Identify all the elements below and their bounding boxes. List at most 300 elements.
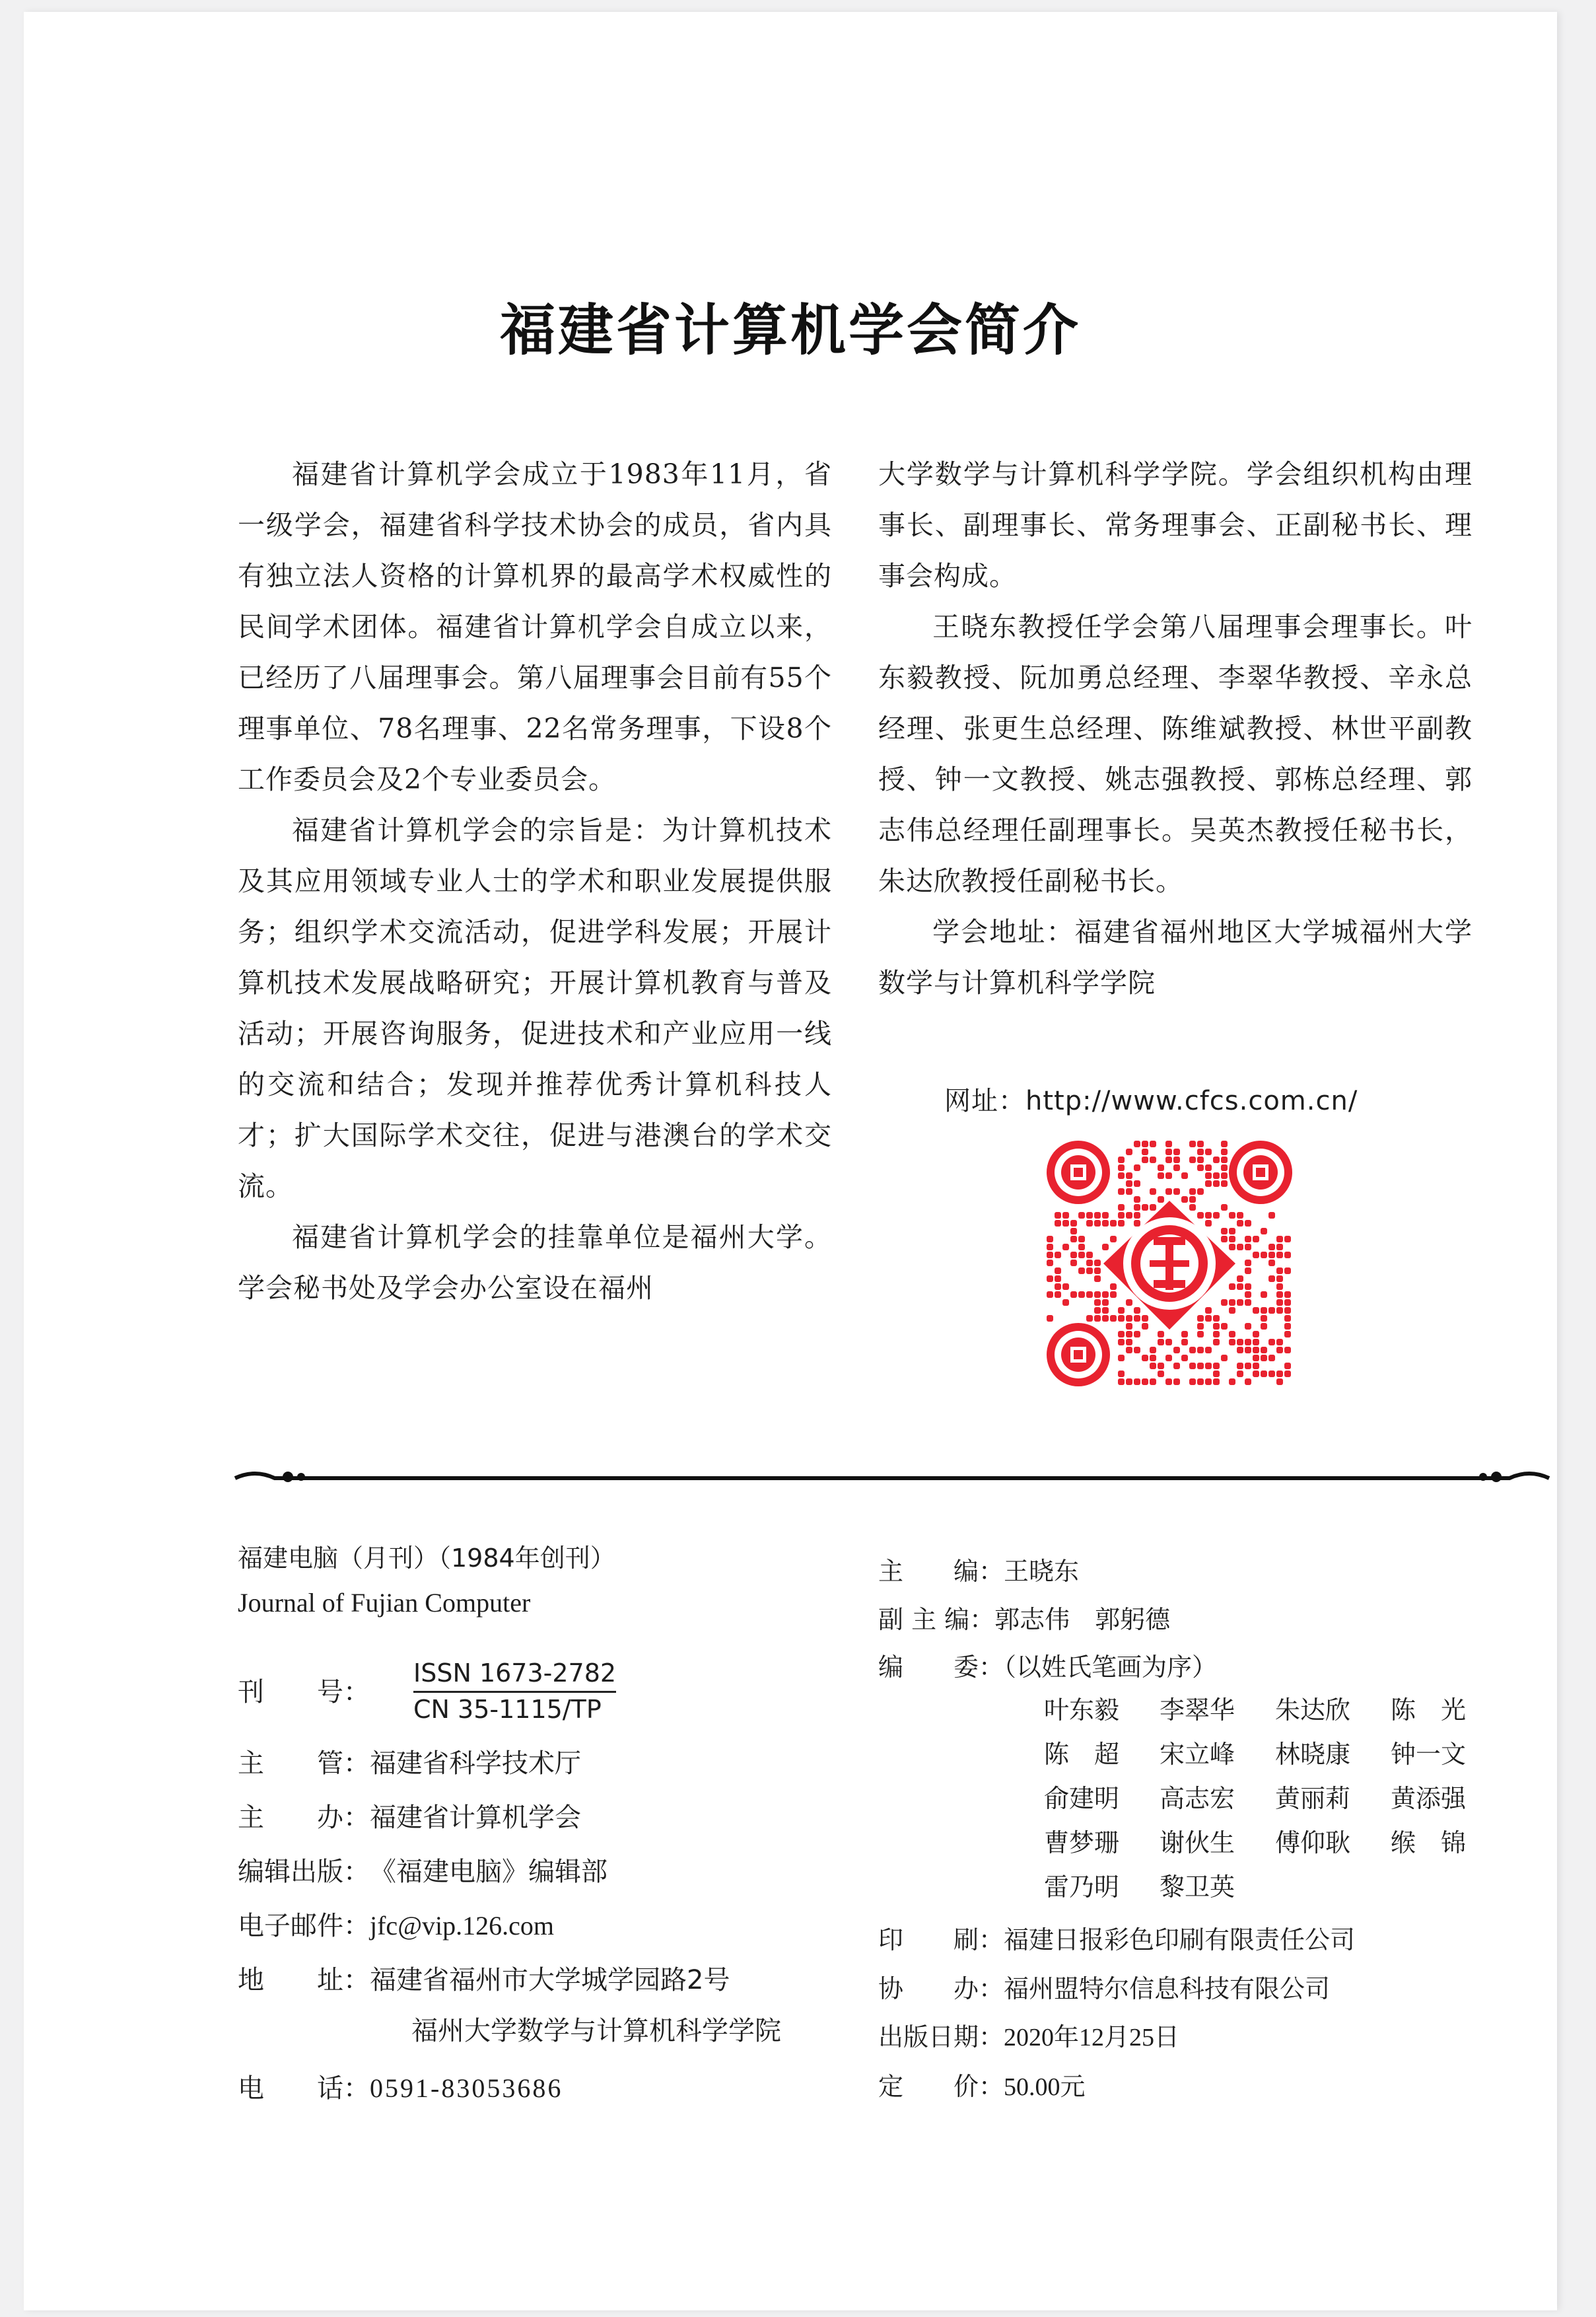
qr-module (1094, 1275, 1101, 1282)
qr-module (1173, 1363, 1180, 1369)
qr-module (1189, 1204, 1196, 1211)
qr-module (1205, 1363, 1212, 1369)
qr-module (1134, 1307, 1140, 1314)
chief-editor-row (878, 1551, 1079, 1587)
qr-module (1229, 1378, 1235, 1385)
qr-module (1197, 1363, 1204, 1369)
right-column (878, 449, 1473, 1009)
qr-module (1229, 1299, 1235, 1306)
qr-module (1134, 1164, 1140, 1171)
date-label: 出版日期： (878, 2022, 1004, 2051)
qr-module (1237, 1299, 1243, 1306)
qr-module (1276, 1378, 1283, 1385)
committee-member: 陈 超 (1044, 1740, 1120, 1769)
qr-module (1118, 1355, 1125, 1361)
qr-module (1181, 1331, 1188, 1337)
qr-module (1205, 1347, 1212, 1353)
qr-module (1276, 1307, 1283, 1314)
qr-module (1126, 1339, 1132, 1345)
qr-module (1126, 1315, 1132, 1322)
qr-module (1276, 1347, 1283, 1353)
qr-module (1245, 1323, 1251, 1330)
committee-member: 谢伙生 (1160, 1828, 1235, 1857)
qr-module (1134, 1347, 1140, 1353)
qr-module (1055, 1283, 1061, 1290)
qr-module (1055, 1267, 1061, 1274)
qr-module (1221, 1172, 1228, 1179)
qr-module (1110, 1236, 1117, 1242)
qr-module (1197, 1188, 1204, 1195)
committee-member: 缑 锦 (1391, 1828, 1467, 1857)
committee-line-5 (1044, 1867, 1275, 1903)
qr-module (1245, 1236, 1251, 1242)
qr-module (1158, 1371, 1164, 1377)
qr-module (1118, 1371, 1125, 1377)
qr-module (1268, 1355, 1275, 1361)
qr-module (1118, 1172, 1125, 1179)
qr-module (1110, 1283, 1117, 1290)
qr-module (1134, 1331, 1140, 1337)
qr-module (1205, 1149, 1212, 1155)
qr-module (1094, 1291, 1101, 1298)
qr-module (1221, 1323, 1228, 1330)
price-value: 50.00元 (1004, 2073, 1086, 2101)
printer-label: 印 刷： (878, 1925, 1004, 1954)
committee-member: 宋立峰 (1160, 1740, 1235, 1769)
phone-label: 电 话： (238, 2073, 370, 2104)
qr-module (1245, 1267, 1251, 1274)
committee-member: 叶东毅 (1044, 1695, 1120, 1725)
qr-module (1158, 1331, 1164, 1337)
sponsor-value: 福建省计算机学会 (370, 1802, 581, 1833)
committee-note: （以姓氏笔画为序） (1004, 1653, 1218, 1682)
chief-editor-value: 王晓东 (1004, 1557, 1080, 1586)
issn-number: ISSN 1673-2782 (413, 1657, 616, 1693)
qr-module (1134, 1212, 1140, 1219)
printer-value: 福建日报彩色印刷有限责任公司 (1004, 1925, 1356, 1954)
qr-module (1189, 1188, 1196, 1195)
qr-module (1150, 1188, 1156, 1195)
qr-module (1245, 1363, 1251, 1369)
qr-module (1142, 1315, 1148, 1322)
qr-module (1268, 1212, 1275, 1219)
qr-module (1094, 1260, 1101, 1266)
qr-module (1284, 1236, 1291, 1242)
issn-label: 刊 号： (238, 1677, 370, 1707)
qr-module (1253, 1236, 1259, 1242)
qr-module (1213, 1212, 1220, 1219)
sponsor-label: 主 办： (238, 1802, 370, 1833)
qr-module (1197, 1141, 1204, 1147)
qr-module (1047, 1236, 1053, 1242)
qr-module (1102, 1291, 1109, 1298)
paragraph-founding: 福建省计算机学会成立于1983年11月，省一级学会，福建省科学技术协会的成员，省内具有独立法人资格的计算机界的最高学术权威性的民间学术团体。福建省计算机学会自成立以来，已经历了八届理事会。第八届理事会目前有55个理事单位、78名理事、22名常务理事，下设8个工作委员会及2个专业委员会。 (238, 458, 832, 795)
qr-module (1062, 1299, 1069, 1306)
qr-module (1126, 1188, 1132, 1195)
qr-module (1142, 1149, 1148, 1155)
qr-module (1134, 1196, 1140, 1203)
qr-module (1173, 1378, 1180, 1385)
page-title: 福建省计算机学会简介 (499, 297, 1081, 363)
qr-module (1086, 1291, 1093, 1298)
qr-module (1261, 1371, 1267, 1377)
committee-line-2 (1044, 1734, 1506, 1770)
qr-module (1134, 1220, 1140, 1227)
qr-module (1150, 1204, 1156, 1211)
sponsor-row (238, 1797, 581, 1834)
qr-module (1062, 1244, 1069, 1250)
qr-module (1229, 1339, 1235, 1345)
qr-module (1165, 1355, 1172, 1361)
qr-module (1134, 1315, 1140, 1322)
deputy-editor-label: 副 主 编： (878, 1605, 995, 1634)
committee-member: 傅仰耿 (1275, 1828, 1351, 1857)
qr-module (1086, 1315, 1093, 1322)
qr-module (1078, 1236, 1085, 1242)
qr-module (1237, 1220, 1243, 1227)
qr-module (1261, 1291, 1267, 1298)
qr-module (1126, 1212, 1132, 1219)
qr-module (1126, 1331, 1132, 1337)
qr-module (1086, 1212, 1093, 1219)
qr-module (1221, 1204, 1228, 1211)
committee-row (878, 1647, 1217, 1683)
assist-label: 协 办： (878, 1974, 1004, 2003)
qr-module (1221, 1157, 1228, 1163)
qr-module (1284, 1307, 1291, 1314)
email-row (238, 1905, 554, 1943)
qr-module (1284, 1323, 1291, 1330)
deputy-editor-value: 郭志伟 郭躬德 (994, 1605, 1171, 1634)
qr-module (1284, 1371, 1291, 1377)
paragraph-affiliation: 福建省计算机学会的挂靠单位是福州大学。学会秘书处及学会办公室设在福州 (238, 1221, 832, 1304)
qr-module (1213, 1323, 1220, 1330)
qr-module (1237, 1275, 1243, 1282)
qr-module (1245, 1339, 1251, 1345)
qr-module (1173, 1347, 1180, 1353)
publisher-label: 编辑出版： (238, 1857, 370, 1887)
qr-module (1268, 1252, 1275, 1258)
qr-module (1118, 1315, 1125, 1322)
qr-module (1070, 1228, 1077, 1234)
qr-module (1134, 1180, 1140, 1187)
qr-module (1197, 1347, 1204, 1353)
qr-module (1213, 1371, 1220, 1377)
qr-module (1173, 1149, 1180, 1155)
qr-module (1221, 1228, 1228, 1234)
left-column (238, 449, 832, 1314)
qr-module (1094, 1315, 1101, 1322)
address-row (238, 1959, 730, 1997)
qr-module (1118, 1164, 1125, 1171)
qr-module (1205, 1212, 1212, 1219)
qr-module (1245, 1378, 1251, 1385)
qr-module (1142, 1378, 1148, 1385)
paragraph-leadership: 王晓东教授任学会第八届理事会理事长。叶东毅教授、阮加勇总经理、李翠华教授、辛永总经理、张更生总经理、陈维斌教授、林世平副教授、钟一文教授、姚志强教授、郭栋总经理、郭志伟总经理任副理事长。吴英杰教授任秘书长，朱达欣教授任副秘书长。 (878, 611, 1473, 897)
qr-module (1276, 1236, 1283, 1242)
email-value[interactable]: jfc@vip.126.com (370, 1911, 555, 1941)
assist-row (878, 1968, 1330, 2005)
qr-module (1189, 1378, 1196, 1385)
qr-module (1237, 1244, 1243, 1250)
qr-module (1102, 1244, 1109, 1250)
assist-value: 福州盟特尔信息科技有限公司 (1004, 1974, 1331, 2003)
qr-module (1126, 1323, 1132, 1330)
qr-module (1134, 1141, 1140, 1147)
committee-member: 黄添强 (1391, 1784, 1467, 1813)
qr-module (1047, 1291, 1053, 1298)
qr-module (1245, 1244, 1251, 1250)
supervisor-row (238, 1742, 581, 1780)
qr-module (1126, 1378, 1132, 1385)
qr-module (1205, 1164, 1212, 1171)
qr-module (1197, 1164, 1204, 1171)
qr-module (1268, 1339, 1275, 1345)
qr-module (1261, 1323, 1267, 1330)
price-label: 定 价： (878, 2072, 1004, 2101)
email-label: 电子邮件： (238, 1911, 370, 1941)
paragraph-address: 学会地址：福建省福州地区大学城福州大学数学与计算机科学学院 (878, 916, 1473, 999)
qr-module (1110, 1220, 1117, 1227)
qr-module (1197, 1323, 1204, 1330)
qr-module (1245, 1347, 1251, 1353)
publisher-value: 《福建电脑》编辑部 (370, 1857, 607, 1887)
qr-module (1197, 1378, 1204, 1385)
qr-module (1205, 1307, 1212, 1314)
qr-module (1253, 1363, 1259, 1369)
date-row (878, 2016, 1179, 2053)
qr-module (1253, 1371, 1259, 1377)
committee-line-3 (1044, 1778, 1506, 1814)
qr-module (1245, 1283, 1251, 1290)
deputy-editor-row (878, 1599, 1170, 1635)
qr-module (1070, 1260, 1077, 1266)
qr-module (1118, 1212, 1125, 1219)
qr-module (1142, 1355, 1148, 1361)
qr-module (1118, 1188, 1125, 1195)
qr-module (1213, 1315, 1220, 1322)
qr-module (1268, 1260, 1275, 1266)
qr-module (1245, 1220, 1251, 1227)
qr-module (1118, 1378, 1125, 1385)
qr-module (1158, 1164, 1164, 1171)
qr-module (1142, 1204, 1148, 1211)
committee-member: 黎卫英 (1160, 1872, 1235, 1902)
qr-module (1150, 1141, 1156, 1147)
qr-module (1078, 1267, 1085, 1274)
qr-module (1118, 1331, 1125, 1337)
qr-module (1142, 1157, 1148, 1163)
qr-module (1268, 1275, 1275, 1282)
ornamental-divider (228, 1464, 1556, 1490)
qr-module (1126, 1149, 1132, 1155)
qr-module (1237, 1363, 1243, 1369)
page (24, 12, 1557, 2310)
qr-module (1086, 1260, 1093, 1266)
qr-module (1261, 1252, 1267, 1258)
qr-module (1213, 1378, 1220, 1385)
qr-module (1181, 1339, 1188, 1345)
qr-module (1158, 1172, 1164, 1179)
qr-module (1205, 1220, 1212, 1227)
qr-module (1118, 1307, 1125, 1314)
address-line-2: 福州大学数学与计算机科学学院 (411, 2016, 781, 2046)
paragraph-affiliation-cont: 大学数学与计算机科学学院。学会组织机构由理事长、副理事长、常务理事会、正副秘书长、理事会构成。 (878, 458, 1473, 592)
qr-module (1150, 1363, 1156, 1369)
qr-module (1268, 1371, 1275, 1377)
qr-module (1047, 1275, 1053, 1282)
supervisor-label: 主 管： (238, 1748, 370, 1779)
qr-module (1102, 1212, 1109, 1219)
qr-module (1229, 1307, 1235, 1314)
supervisor-value: 福建省科学技术厅 (370, 1748, 581, 1779)
qr-module (1213, 1363, 1220, 1369)
qr-module (1276, 1283, 1283, 1290)
qr-module (1237, 1212, 1243, 1219)
qr-module (1047, 1244, 1053, 1250)
qr-module (1173, 1164, 1180, 1171)
qr-module (1094, 1307, 1101, 1314)
qr-module (1110, 1291, 1117, 1298)
qr-module (1237, 1283, 1243, 1290)
qr-module (1134, 1204, 1140, 1211)
qr-module (1284, 1291, 1291, 1298)
committee-member: 陈 光 (1391, 1695, 1467, 1725)
qr-module (1150, 1157, 1156, 1163)
qr-module (1284, 1363, 1291, 1369)
qr-module (1205, 1378, 1212, 1385)
qr-module (1047, 1252, 1053, 1258)
qr-module (1142, 1323, 1148, 1330)
qr-module (1284, 1299, 1291, 1306)
committee-member: 曹梦珊 (1044, 1828, 1120, 1857)
qr-module (1237, 1347, 1243, 1353)
price-row (878, 2066, 1086, 2102)
qr-module (1284, 1267, 1291, 1274)
qr-module (1197, 1149, 1204, 1155)
committee-label: 编 委： (878, 1653, 1004, 1682)
qr-module (1253, 1307, 1259, 1314)
qr-module (1126, 1180, 1132, 1187)
qr-module (1229, 1283, 1235, 1290)
qr-module (1221, 1355, 1228, 1361)
qr-module (1245, 1260, 1251, 1266)
qr-module (1158, 1196, 1164, 1203)
committee-member: 钟一文 (1391, 1740, 1467, 1769)
qr-module (1245, 1299, 1251, 1306)
qr-module (1078, 1212, 1085, 1219)
qr-module (1047, 1260, 1053, 1266)
qr-module (1221, 1149, 1228, 1155)
qr-module (1197, 1157, 1204, 1163)
qr-module (1197, 1331, 1204, 1337)
qr-module (1070, 1291, 1077, 1298)
date-value: 2020年12月25日 (1004, 2024, 1180, 2051)
qr-module (1062, 1220, 1069, 1227)
qr-module (1086, 1252, 1093, 1258)
journal-name-en: Journal of Fujian Computer (238, 1588, 531, 1618)
qr-module (1197, 1212, 1204, 1219)
qr-module (1165, 1188, 1172, 1195)
qr-module (1276, 1267, 1283, 1274)
qr-module (1118, 1204, 1125, 1211)
qr-module (1237, 1371, 1243, 1377)
phone-row (238, 2067, 563, 2105)
qr-module (1181, 1355, 1188, 1361)
chief-editor-label: 主 编： (878, 1557, 1004, 1586)
qr-module (1173, 1157, 1180, 1163)
qr-module (1181, 1172, 1188, 1179)
qr-module (1205, 1180, 1212, 1187)
qr-module (1284, 1347, 1291, 1353)
qr-module (1189, 1363, 1196, 1369)
qr-module (1086, 1267, 1093, 1274)
qr-module (1253, 1339, 1259, 1345)
qr-module (1261, 1228, 1267, 1234)
qr-code-icon (1044, 1138, 1295, 1389)
qr-module (1126, 1172, 1132, 1179)
qr-module (1253, 1331, 1259, 1337)
qr-module (1221, 1180, 1228, 1187)
qr-module (1221, 1236, 1228, 1242)
qr-module (1055, 1291, 1061, 1298)
qr-module (1150, 1378, 1156, 1385)
qr-module (1055, 1275, 1061, 1282)
qr-module (1213, 1172, 1220, 1179)
qr-module (1181, 1196, 1188, 1203)
qr-module (1229, 1212, 1235, 1219)
qr-module (1261, 1355, 1267, 1361)
qr-module (1261, 1347, 1267, 1353)
printer-row (878, 1919, 1355, 1956)
qr-module (1055, 1220, 1061, 1227)
qr-module (1118, 1220, 1125, 1227)
qr-module (1094, 1267, 1101, 1274)
website-link[interactable]: 网址：http://www.cfcs.com.cn/ (944, 1086, 1358, 1116)
qr-module (1165, 1339, 1172, 1345)
qr-module (1237, 1339, 1243, 1345)
qr-module (1276, 1371, 1283, 1377)
qr-module (1055, 1212, 1061, 1219)
committee-member: 俞建明 (1044, 1784, 1120, 1813)
qr-module (1221, 1299, 1228, 1306)
address-label: 地 址： (238, 1965, 370, 1995)
qr-module (1070, 1220, 1077, 1227)
committee-member: 朱达欣 (1275, 1695, 1351, 1725)
qr-module (1047, 1315, 1053, 1322)
qr-module (1213, 1339, 1220, 1345)
issn-block (413, 1657, 616, 1726)
qr-module (1070, 1236, 1077, 1242)
qr-module (1078, 1291, 1085, 1298)
qr-module (1165, 1378, 1172, 1385)
qr-module (1261, 1315, 1267, 1322)
qr-module (1150, 1355, 1156, 1361)
qr-module (1110, 1315, 1117, 1322)
paragraph-purpose: 福建省计算机学会的宗旨是：为计算机技术及其应用领域专业人士的学术和职业发展提供服务；组织学术交流活动，促进学科发展；开展计算机技术发展战略研究；开展计算机教育与普及活动；开展咨询服务，促进技术和产业应用一线的交流和结合；发现并推荐优秀计算机科技人才；扩大国际学术交往，促进与港澳台的学术交流。 (238, 814, 832, 1202)
qr-module (1062, 1212, 1069, 1219)
qr-module (1284, 1331, 1291, 1337)
issn-row (238, 1671, 370, 1709)
qr-module (1189, 1196, 1196, 1203)
qr-module (1229, 1244, 1235, 1250)
publisher-row (238, 1851, 607, 1888)
qr-module (1245, 1291, 1251, 1298)
cn-number: CN 35-1115/TP (413, 1695, 602, 1724)
qr-module (1261, 1307, 1267, 1314)
qr-module (1165, 1172, 1172, 1179)
qr-module (1229, 1236, 1235, 1242)
